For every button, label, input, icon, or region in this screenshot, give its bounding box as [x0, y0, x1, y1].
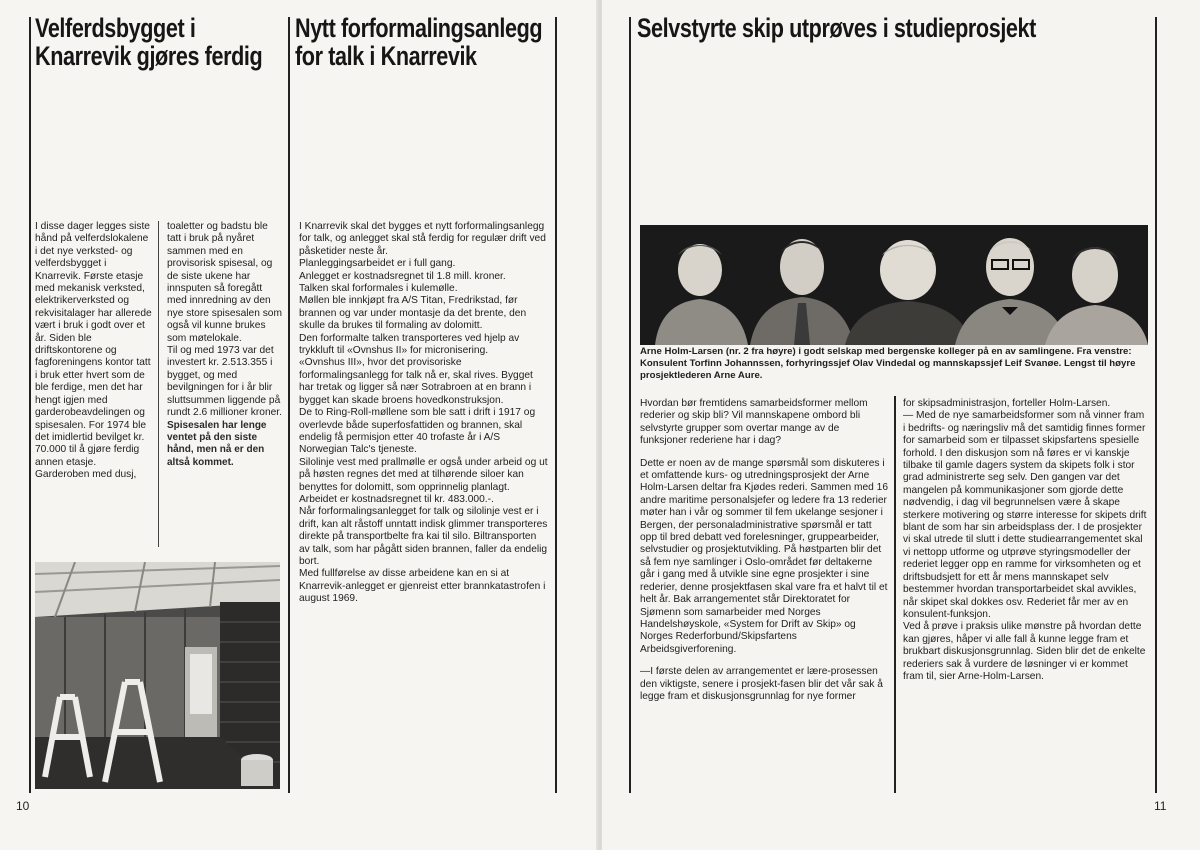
paragraph: «Ovnshus III», hvor det provisoriske forformalingsanlegg for talk nå er, skal rives. Bygget har tretak og ligger så nær Sotrabroen at en brann i bygget kan skade broens hovedkonstruksjon. — [299, 357, 533, 406]
pull-quote: Spisesalen har lenge ventet på den siste hånd, men nå er den altså kommet. — [167, 419, 267, 468]
article-headline-velferdsbygget: Velferdsbygget i Knarrevik gjøres ferdig — [35, 13, 263, 71]
article3-column-2 — [903, 398, 1149, 683]
page-number-left: 10 — [16, 799, 30, 813]
paragraph: toaletter og badstu ble tatt i bruk på nyåret sammen med en provisorisk spisesal, og de siste ukene har innsputen så foregått med innredning av den nye store spisesalen som også vil kunne brukes som møtelokale. — [167, 221, 282, 344]
paragraph: — Med de nye samarbeidsformer som nå vinner fram i bedrifts- og næringsliv må det samtidig finnes former for samarbeid som er tilpasset skipsfartens spesielle forhold. I den diskusjon som nå føres er vi kanskje tilbake til gamle dagers system da skipets folk i stor grad administrerte seg selv. Den gangen var det mangelen på kommunikasjoner som gjorde dette nødvendig, i dag vil begrunnelsen være å skape sterkere motivering og større interesse for skipets drift blant de som har sin arbeidsplass der. I de prosjekter vi skal utrede til slutt i dette studiearrangementet skal vi nettopp utforme og utprøve styringsmodeller der rederiet legger opp en ramme for virksomheten og et driftsbudsjett for ett år mens mannskapet selv bestemmer hvordan transportarbeidet skal avvikles, når skipet skal dokkes osv. Rederiet får mer av en konsulent-funksjon. — [903, 410, 1147, 620]
paragraph: Anlegget er kostnadsregnet til 1.8 mill. kroner. — [299, 270, 506, 282]
article1-column-1 — [35, 221, 153, 482]
paragraph: Silolinje vest med prallmølle er også under arbeid og ut på høsten regnes det med at tilhørende siloer kan benyttes for dolomitt, som opprinnelig planlagt. — [299, 456, 548, 493]
paragraph: Hvordan bør fremtidens samarbeidsformer mellom rederier og skip bli? Vil mannskapene ombord bli selvstyrte grupper som overtar mange av de funksjoner rederiene har i dag? — [640, 398, 868, 447]
paragraph: Talken skal forformales i kulemølle. — [299, 283, 458, 295]
paragraph: Dette er noen av de mange spørsmål som diskuteres i et omfattende kurs- og utredningsprosjekt der Arne Holm-Larsen deltar fra Kjødes rederi. Sammen med 16 andre maritime personalsjefer og ledere fra 13 rederier møter han i vår og sommer til fem ukelange sesjoner i Bergen, der personaladministrative spørsmål er tatt opp til bred debatt ved forelesninger, gruppearbeider, selvstudier og prosjektutvikling. På høstparten blir det så fem nye samlinger i Oslo-området før deltakerne går i gang med å utvikle sine egne prosjekter i sine rederier, denne prosjektfasen skal vare fra et halvt til et helt år. Bak arrangementet står Direktoratet for Sjømenn som samarbeider med Norges Handelshøyskole, «System for Drift av Skip» og Norges Rederforbund/Skipsfartens Arbeidsgiverforening. — [640, 457, 888, 655]
paragraph: Med fullførelse av disse arbeidene kan en si at Knarrevik-anlegget er gjenreist etter brannkatastrofen i august 1969. — [299, 568, 546, 605]
article-headline-selvstyrte-skip: Selvstyrte skip utprøves i studieprosjekt — [637, 13, 1036, 43]
right-page — [602, 0, 1200, 850]
paragraph: Planleggingsarbeidet er i full gang. — [299, 258, 456, 270]
right-edge-rule — [555, 17, 557, 793]
left-margin-rule — [629, 17, 631, 793]
paragraph: —I første delen av arrangementet er lære-prosessen den viktigste, senere i prosjekt-fasen blir det vår sak å legge fram et diskusjonsgrunnlag for nye former — [640, 666, 883, 702]
column-divider — [158, 221, 159, 547]
paragraph: for skipsadministrasjon, forteller Holm-Larsen. — [903, 398, 1111, 409]
left-article-rule — [29, 17, 31, 793]
center-article-rule — [288, 17, 290, 793]
left-page — [0, 0, 598, 850]
paragraph: Arbeidet er kostnadsregnet til kr. 483.000.-. — [299, 493, 494, 505]
article1-column-2 — [167, 221, 283, 469]
right-edge-rule — [1155, 17, 1157, 793]
paragraph: I disse dager legges siste hånd på velferdslokalene i det nye verksted- og velferdsbygget i Knarrevik. Første etasje med mekanisk verksted, elektrikerverksted og rekvisitalager har allerede vært i bruk i godt over et år. Siden ble driftskontorene og fagforeningens kontor tatt i bruk etter hvert som de ble ferdige, men det har hengt igjen med garderobeavdelingen og spisesalen. For 1974 ble det imidlertid bevilget kr. 70.000 til å gjøre ferdig annen etasje. Garderoben med dusj, — [35, 221, 152, 481]
paragraph: De to Ring-Roll-møllene som ble satt i drift i 1917 og overlevde både superfosfattiden og brannen, skal endelig få permisjon etter 40 trofaste år i A/S Norwegian Talc's tjeneste. — [299, 407, 536, 456]
article3-column-1 — [640, 398, 889, 703]
column-divider — [894, 396, 896, 793]
article2-column — [299, 221, 549, 606]
article-headline-forformalingsanlegg: Nytt forformalingsanlegg for talk i Knarrevik — [295, 13, 543, 71]
group-photo-five-men — [640, 225, 1148, 345]
paragraph: Til og med 1973 var det investert kr. 2.513.355 i bygget, og med bevilgningen for i år blir sluttsummen liggende på rundt 2.6 millioner kroner. — [167, 345, 282, 419]
photo-caption: Arne Holm-Larsen (nr. 2 fra høyre) i godt selskap med bergenske kolleger på en av samlingene. Fra venstre: Konsulent Torfinn Johannssen, forhyringssjef Olav Vindedal og mannskapssjef Leif Svanøe. Lengst til høyre prosjektlederen Arne Aure. — [640, 346, 1136, 382]
paragraph: Møllen ble innkjøpt fra A/S Titan, Fredrikstad, før brannen og var under montasje da det brente, den skulle da brukes til formaling av dolomitt. — [299, 295, 527, 332]
paragraph: Den forformalte talken transporteres ved hjelp av trykkluft til «Ovnshus II» for micronisering. — [299, 332, 520, 357]
paragraph: Når forformalingsanlegget for talk og silolinje vest er i drift, kan alt råstoff unntatt indisk glimmer transporteres direkte på transportbelte fra kai til silo. Biltransporten av talk, som har pågått siden brannen, faller da endelig bort. — [299, 506, 548, 567]
paragraph: Ved å prøve i praksis ulike mønstre på hvordan dette kan gjøres, håper vi alle fall å kunne legge fram et brukbart diskusjonsgrunnlag. Siden blir det de enkelte rederiers sak å vurdere de løsninger vi er kommet fram til, sier Arne-Holm-Larsen. — [903, 621, 1146, 682]
paragraph: I Knarrevik skal det bygges et nytt forformalingsanlegg for talk, og anlegget skal stå ferdig for regulær drift ved påsketider neste år. — [299, 221, 546, 257]
page-number-right: 11 — [1154, 799, 1167, 813]
building-interior-photo — [35, 562, 280, 789]
